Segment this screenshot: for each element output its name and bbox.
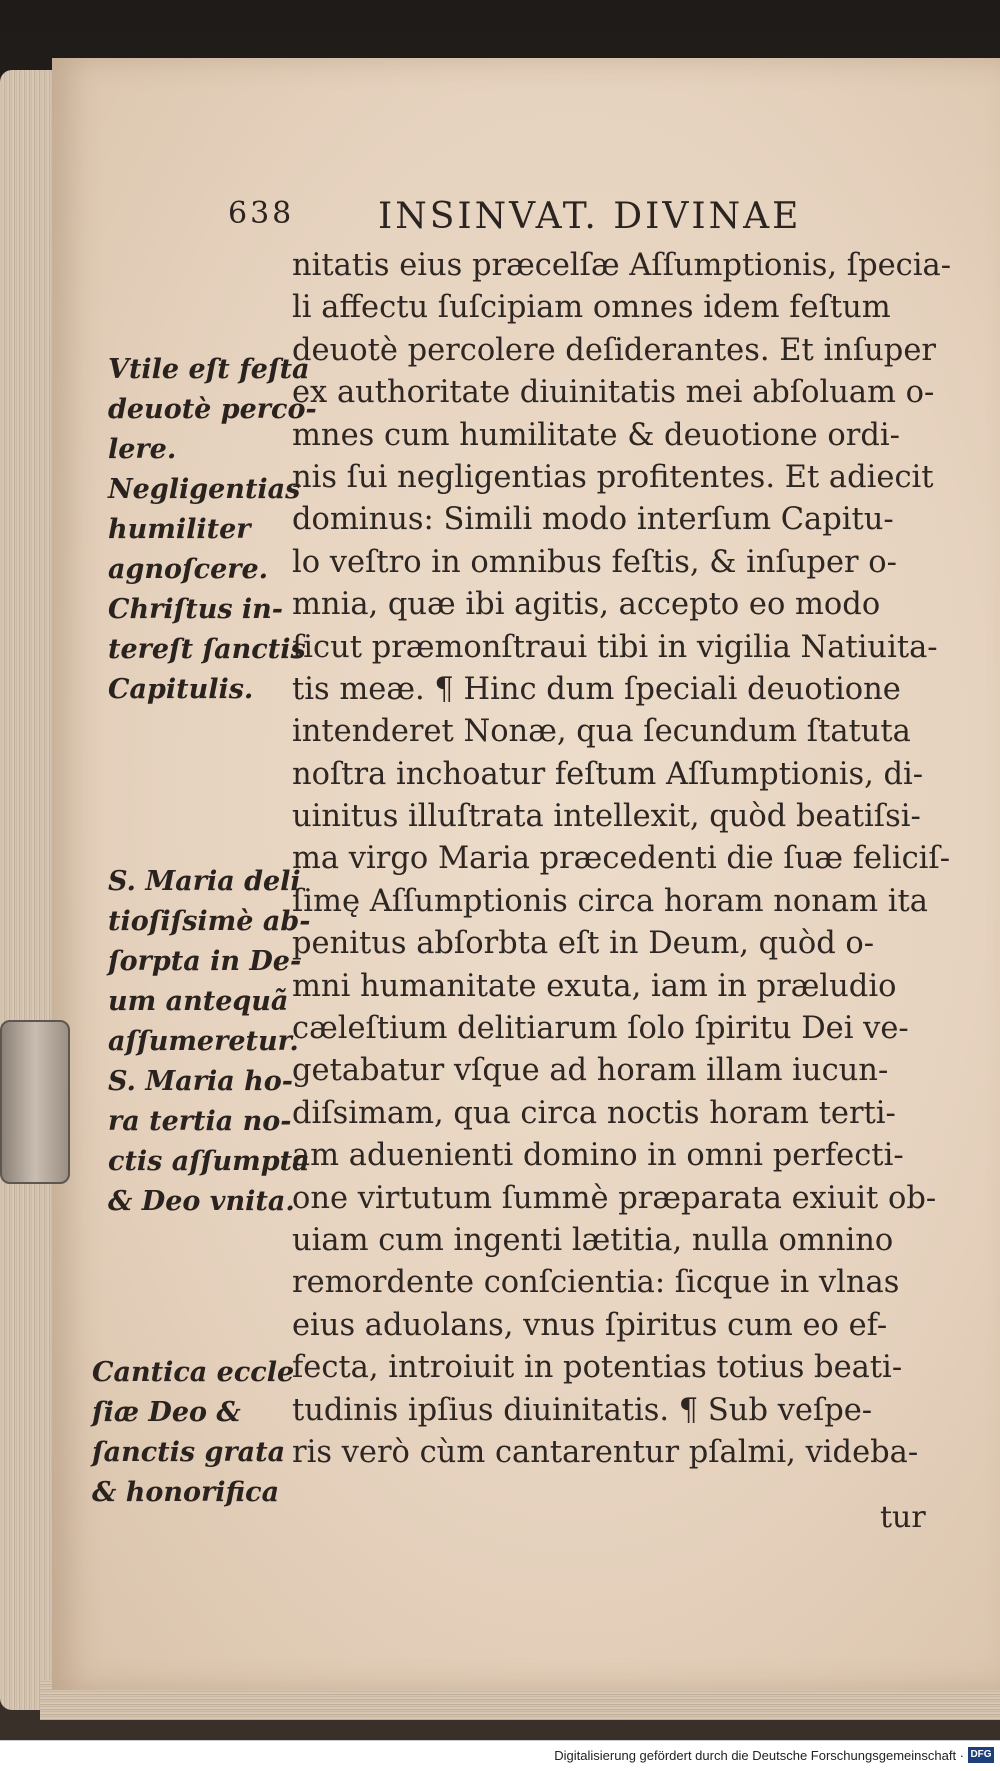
funding-credit: Digitalisierung gefördert durch die Deutsche Forschungsgemeinschaft · [554,1748,964,1763]
body-line: diſsimam, qua circa noctis horam terti- [292,1095,896,1131]
marginal-line: Capitulis. [108,674,254,705]
marginal-line: S. Maria deli [108,866,301,897]
body-line: ſicut præmonſtraui tibi in vigilia Natiuita- [292,629,938,665]
marginal-line: & honorifica [92,1477,280,1508]
body-line: am aduenienti domino in omni perfecti- [292,1138,904,1174]
marginal-line: ſorpta in De- [108,946,302,977]
marginal-line: ſanctis grata [92,1437,286,1468]
body-line: tudinis ipſius diuinitatis. ¶ Sub veſpe- [292,1392,873,1428]
body-text [292,245,960,1474]
marginal-line: Cantica eccle [92,1357,295,1388]
body-line: nitatis eius præcelſæ Aſſumptionis, ſpecia- [292,248,951,283]
footer-bar [0,1740,1000,1771]
body-line: uinitus illuſtrata intellexit, quòd beatiſsi- [292,799,921,835]
body-line: one virtutum ſummè præparata exiuit ob- [292,1180,937,1216]
body-line: getabatur vſque ad horam illam iucun- [292,1053,889,1089]
body-line: ma virgo Maria præcedenti die ſuæ feliciſ- [292,841,950,877]
body-line: mnes cum humilitate & deuotione ordi- [292,417,900,453]
body-line: ſimę Aſſumptionis circa horam nonam ita [292,883,928,919]
body-line: uiam cum ingenti lætitia, nulla omnino [292,1222,894,1258]
book-clasp [0,1020,70,1184]
body-line: ex authoritate diuinitatis mei abſoluam o- [292,375,935,411]
marginal-line: ſiæ Deo & [92,1397,241,1428]
body-line: mnia, quæ ibi agitis, accepto eo modo [292,587,881,623]
marginal-line: ctis aſſumpta [108,1146,310,1177]
marginal-note-3 [92,1353,294,1513]
marginal-line: lere. [108,434,177,465]
marginal-line: & Deo vnita. [108,1186,295,1217]
dfg-logo: DFG [968,1747,994,1763]
page-header [228,196,928,240]
marginal-line: um antequã [108,986,289,1017]
body-line: intenderet Nonæ, qua ſecundum ſtatuta [292,714,911,750]
marginal-line: Vtile eſt feſta [108,354,310,385]
body-line: li affectu ſuſcipiam omnes idem feſtum [292,290,891,326]
running-title: INSINVAT. DIVINAE [378,196,802,237]
body-line: cæleſtium delitiarum ſolo ſpiritu Dei ve- [292,1011,909,1047]
marginal-line: tioſiſsimè ab- [108,906,311,937]
marginal-line: ra tertia no- [108,1106,292,1137]
marginal-line: aſſumeretur. [108,1026,299,1057]
marginal-line: deuotè perco- [108,394,317,425]
marginal-note-1 [108,350,317,710]
marginal-line: Negligentias [108,474,301,505]
body-line: nis ſui negligentias profitentes. Et adiecit [292,459,934,495]
marginal-line: Chriſtus in- [108,594,284,625]
marginal-line: tereſt ſanctis [108,634,306,665]
catchword: tur [880,1500,926,1535]
marginal-note-2 [108,862,310,1222]
marginal-line: agnoſcere. [108,554,269,585]
body-line: noſtra inchoatur feſtum Aſſumptionis, di- [292,756,924,792]
body-line: tis meæ. ¶ Hinc dum ſpeciali deuotione [292,671,901,707]
body-line: dominus: Simili modo interſum Capitu- [292,502,894,538]
body-line: eius aduolans, vnus ſpiritus cum eo ef- [292,1307,888,1343]
body-line: deuotè percolere deſiderantes. Et inſuper [292,332,936,368]
marginal-line: humiliter [108,514,251,545]
body-line: penitus abſorbta eſt in Deum, quòd o- [292,926,875,962]
page-number: 638 [228,196,295,231]
body-line: ris verò cùm cantarentur pſalmi, videba- [292,1434,919,1470]
body-line: mni humanitate exuta, iam in præludio [292,968,897,1004]
body-line: remordente conſcientia: ſicque in vlnas [292,1265,900,1301]
body-line: fecta, introiuit in potentias totius beati- [292,1350,903,1386]
marginal-line: S. Maria ho- [108,1066,293,1097]
body-line: lo veſtro in omnibus feſtis, & inſuper o- [292,544,897,580]
